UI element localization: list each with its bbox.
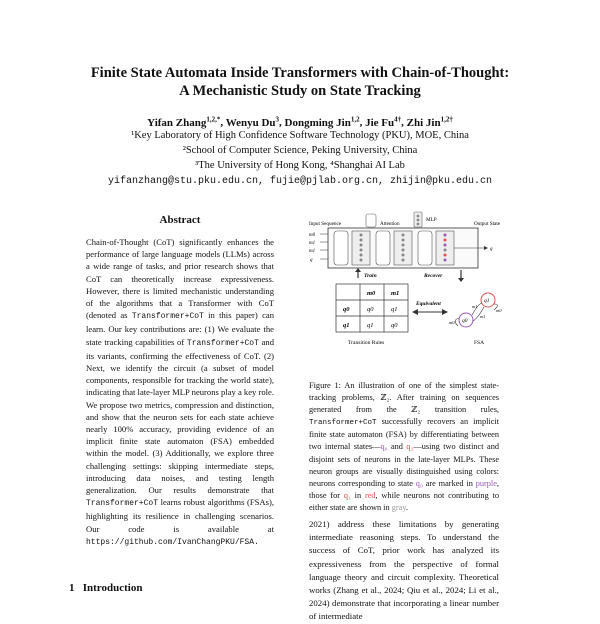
attention-legend-icon [366,214,376,227]
affiliation-1: ¹Key Laboratory of High Confidence Software Technology (PKU), MOE, China [131,130,469,141]
figure-caption: Figure 1: An illustration of one of the simplest state-tracking problems, ℤ₂. After training on sequences generated from the ℤ₂ transition rules, Transformer+CoT successfully recovers an implicit finite state automaton (FSA) by differentiating between two internal states—q₀ and q₁—using two distinct and disjoint sets of neurons in the late-layer MLPs. These neuron groups are visually distinguished using colors: neurons corresponding to state q₀ are marked in purple, those for q₁ in red, while neurons not contributing to either state are shown in gray. [309,381,499,512]
mlp-layer-late [436,231,454,265]
fsa-edge-label: m0 [496,308,502,313]
fsa-edge-label: m1 [472,304,478,309]
author: Wenyu Du$^3$ [225,115,280,129]
input-token: m1 [309,241,316,246]
svg-text:q1: q1 [484,298,490,304]
code-link[interactable]: https://github.com/IvanChangPKU/FSA. [86,537,259,547]
paper-title [0,64,600,100]
train-label: Train [364,273,377,279]
table-header: m0 [367,290,376,297]
equivalent-label: Equivalent [416,301,441,307]
title-line-1: Finite State Automata Inside Transformers with Chain-of-Thought: [90,65,510,81]
fsa-diagram [449,293,502,327]
abstract-body: Chain-of-Thought (CoT) significantly enhances the performance of large language models (LLMs) across a wide range of tasks, and prior research shows that CoT can theoretically increase expressiveness. However, there is limited mechanistic understanding of the algorithms that a Transformer with CoT (denoted as Transformer+CoT in this paper) can learn. Our key contributions are: (1) We evaluate the state tracking capabilities of Transformer+CoT and its variants, confirming the effectiveness of CoT. (2) Next, we identify the circuit (a subset of model components, responsible for tracking the world state), indicating that late-layer MLP neurons play a key role. We propose two metrics, compression and distinction, and show that the neuron sets for each state achieve nearly 100% accuracy, providing evidence of an implicit finite state automaton (FSA) embedded within the model. (3) Additionally, we explore three challenging settings: skipping intermediate steps, introducing data noises, and testing length generalization. Our results demonstrate that Transformer+CoT learns robust algorithms (FSAs), highlighting its resilience in challenging scenarios. Our code is available at https://github.com/IvanChangPKU/FSA. [86,237,274,547]
affiliation-3: ³The University of Hong Kong, ⁴Shanghai AI Lab [195,160,405,171]
figure-1 [306,208,506,376]
author: Zhi Jin$^{1,2\dagger}$ [406,115,453,129]
title-line-2: A Mechanistic Study on State Tracking [179,83,421,99]
input-token: m0 [309,233,316,238]
mlp-layer [394,231,412,265]
author-emails[interactable]: yifanzhang@stu.pku.edu.cn, fujie@pjlab.org.cn, zhijin@pku.edu.cn [107,176,493,187]
table-cell: q0 [367,306,374,313]
author: Yifan Zhang$^{1,2,*}$ [147,115,221,129]
mlp-label: MLP [426,217,437,223]
attention-layer [376,231,390,265]
table-header: m1 [391,290,400,297]
input-token: q [310,258,313,263]
table-state: q0 [343,306,350,313]
table-cell: q0 [391,322,398,329]
attention-label: Attention [380,221,400,227]
input-token: m1 [309,249,316,254]
transition-rules-label: Transition Rules [348,340,385,346]
abstract-heading: Abstract [159,214,201,226]
fsa-edge-label: m0 [449,320,455,325]
fsa-label: FSA [474,340,485,346]
affiliation-2: ²School of Computer Science, Peking University, China [182,145,418,156]
body-text-right-column: 2021) address these limitations by generating intermediate reasoning steps. To understand the success of CoT, prior work has analyzed its expressiveness from the perspective of formal language theory and circuit complexity. Theoretical works (Zhang et al., 2024; Qiu et al., 2024; Li et al., 2024) demonstrate that incorporating a linear number of intermediate [309,519,499,622]
fsa-edge-label: m1 [480,314,486,319]
recover-label: Recover [424,273,443,279]
mlp-layer [352,231,370,265]
table-state: q1 [343,322,350,329]
author: Dongming Jin$^{1,2}$ [284,115,360,129]
table-cell: q1 [391,306,398,313]
output-state-value: q [490,247,493,252]
attention-layer [334,231,348,265]
section-heading-introduction: 1 Introduction [69,582,143,594]
transition-table [336,284,408,332]
svg-text:q0: q0 [462,318,468,324]
author: Jie $Fu^{4\dagger}$ [365,115,402,129]
output-state-label: Output State [474,221,501,227]
author-list: Yifan Zhang$^{1,2,*}$, Wenyu Du$^3$, Dongming Jin$^{1,2}$, Jie $Fu^{4\dagger}$, Zhi Jin$^{1,2\dagger}$ [147,115,453,129]
attention-layer [418,231,432,265]
table-cell: q1 [367,322,374,329]
input-sequence-label: Input Sequence [309,221,342,227]
